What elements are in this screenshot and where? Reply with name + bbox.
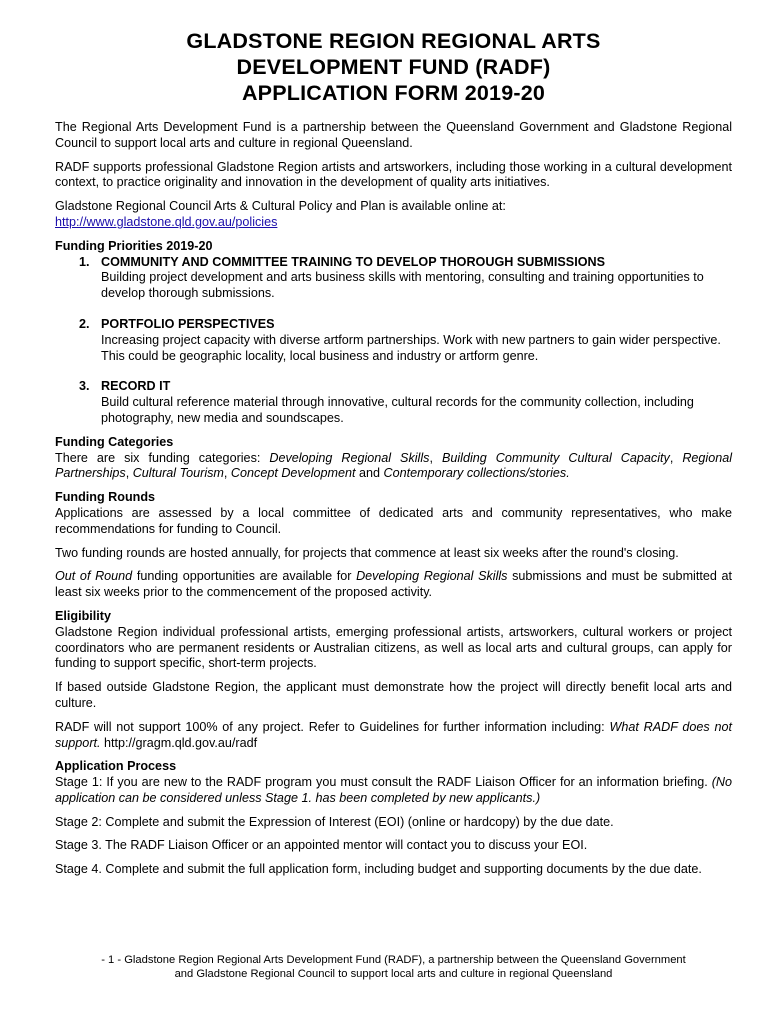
footer-line-1: - 1 - Gladstone Region Regional Arts Development Fund (RADF), a partnership between the Queensland Government [101,954,686,966]
stage-1-note: (No application can be considered unless Stage 1. has been completed by new applicants.) [55,775,732,805]
priority-text: Building project development and arts business skills with mentoring, consulting and training opportunities to develop thorough submissions. [101,270,704,301]
stage-3: Stage 3. The RADF Liaison Officer or an appointed mentor will contact you to discuss your EOI. [55,838,588,853]
title-line-3: APPLICATION FORM 2019-20 [241,81,546,105]
priority-number: 3. [79,379,90,394]
separator: , [429,450,442,465]
category-contemporary-collections: Contemporary collections/stories. [383,466,570,481]
separator: , [669,450,683,465]
eligibility-p3-start: RADF will not support 100% of any project. Refer to Guidelines for further information including: [55,719,610,734]
priority-title: PORTFOLIO PERSPECTIVES [101,316,275,331]
title-line-2: DEVELOPMENT FUND (RADF) [236,55,551,79]
categories-paragraph [55,451,732,483]
priority-item [55,379,732,426]
rounds-paragraph-1: Applications are assessed by a local committee of dedicated arts and community representatives, who make recommendations for funding to Council. [55,505,732,536]
category-concept-development: Concept Development [230,466,356,481]
out-of-round-term: Out of Round [55,569,133,584]
eligibility-paragraph-2: If based outside Gladstone Region, the applicant must demonstrate how the project will directly benefit local arts and culture. [55,680,732,710]
policy-link[interactable]: http://www.gladstone.qld.gov.au/policies [55,214,278,229]
not-supported-term: What RADF does not support. [55,719,733,750]
radf-url: http://gragm.qld.gov.au/radf [100,735,258,750]
page-footer [55,953,732,981]
category-cultural-tourism: Cultural Tourism [132,466,224,481]
priority-title: RECORD IT [101,379,171,394]
stage-1-text: Stage 1: If you are new to the RADF program you must consult the RADF Liaison Officer for an information briefing. [55,775,712,790]
rounds-p3-mid: funding opportunities are available for [132,569,357,584]
separator: , [125,466,133,481]
title-line-1: GLADSTONE REGION REGIONAL ARTS [186,29,601,53]
rounds-p3-end: submissions and must be submitted at least six weeks prior to the commencement of the proposed activity. [55,569,732,600]
rounds-heading: Funding Rounds [55,490,156,505]
priority-title: COMMUNITY AND COMMITTEE TRAINING TO DEVELOP THOROUGH SUBMISSIONS [101,254,606,269]
stage-4: Stage 4. Complete and submit the full application form, including budget and supporting documents by the due date. [55,862,702,877]
rounds-paragraph-3 [55,569,732,601]
eligibility-paragraph-1: Gladstone Region individual professional artists, emerging professional artists, artsworkers, cultural workers or project coordinators who are permanent residents or Australian citizens, as well as local arts and cultural groups, can apply for funding to support specific, short-term projects. [55,624,732,671]
separator: , [223,466,231,481]
category-regional-partnerships: Regional Partnerships [55,450,733,481]
stage-2: Stage 2: Complete and submit the Expression of Interest (EOI) (online or hardcopy) by the due date. [55,814,614,829]
priority-text: Build cultural reference material through innovative, cultural records for the community collection, including photography, new media and soundscapes. [101,395,694,425]
priorities-list [55,255,732,427]
stage-1 [55,775,732,807]
priority-number: 2. [79,316,90,331]
category-building-community-cultural-capacity: Building Community Cultural Capacity [441,450,670,465]
priorities-heading: Funding Priorities 2019-20 [55,238,213,253]
categories-heading: Funding Categories [55,434,174,449]
eligibility-heading: Eligibility [55,608,111,623]
process-heading: Application Process [55,759,177,774]
policy-text: Gladstone Regional Council Arts & Cultural Policy and Plan is available online at: [55,199,506,214]
intro-paragraph-1: The Regional Arts Development Fund is a partnership between the Queensland Government and Gladstone Regional Council to support local arts and culture in regional Queensland. [55,120,732,150]
developing-skills-term: Developing Regional Skills [356,569,508,584]
page-title [55,28,732,106]
intro-paragraph-3 [55,199,732,231]
priority-item [55,317,732,364]
eligibility-paragraph-3 [55,720,732,752]
footer-line-2: and Gladstone Regional Council to support local arts and culture in regional Queensland [174,968,613,980]
rounds-paragraph-2: Two funding rounds are hosted annually, for projects that commence at least six weeks after the round's closing. [55,545,679,560]
priority-item [55,255,732,302]
priority-text: Increasing project capacity with diverse artform partnerships. Work with new partners to gain wider perspective. This could be geographic locality, local business and industry or artform genre. [101,332,721,363]
intro-paragraph-2: RADF supports professional Gladstone Region artists and artsworkers, including those working in a cultural development context, to practice originality and innovation in the development of quality arts initiatives. [55,159,732,190]
category-developing-regional-skills: Developing Regional Skills [269,450,430,465]
categories-lead: There are six funding categories: [55,450,270,465]
conjunction: and [355,466,384,481]
priority-number: 1. [79,254,90,269]
